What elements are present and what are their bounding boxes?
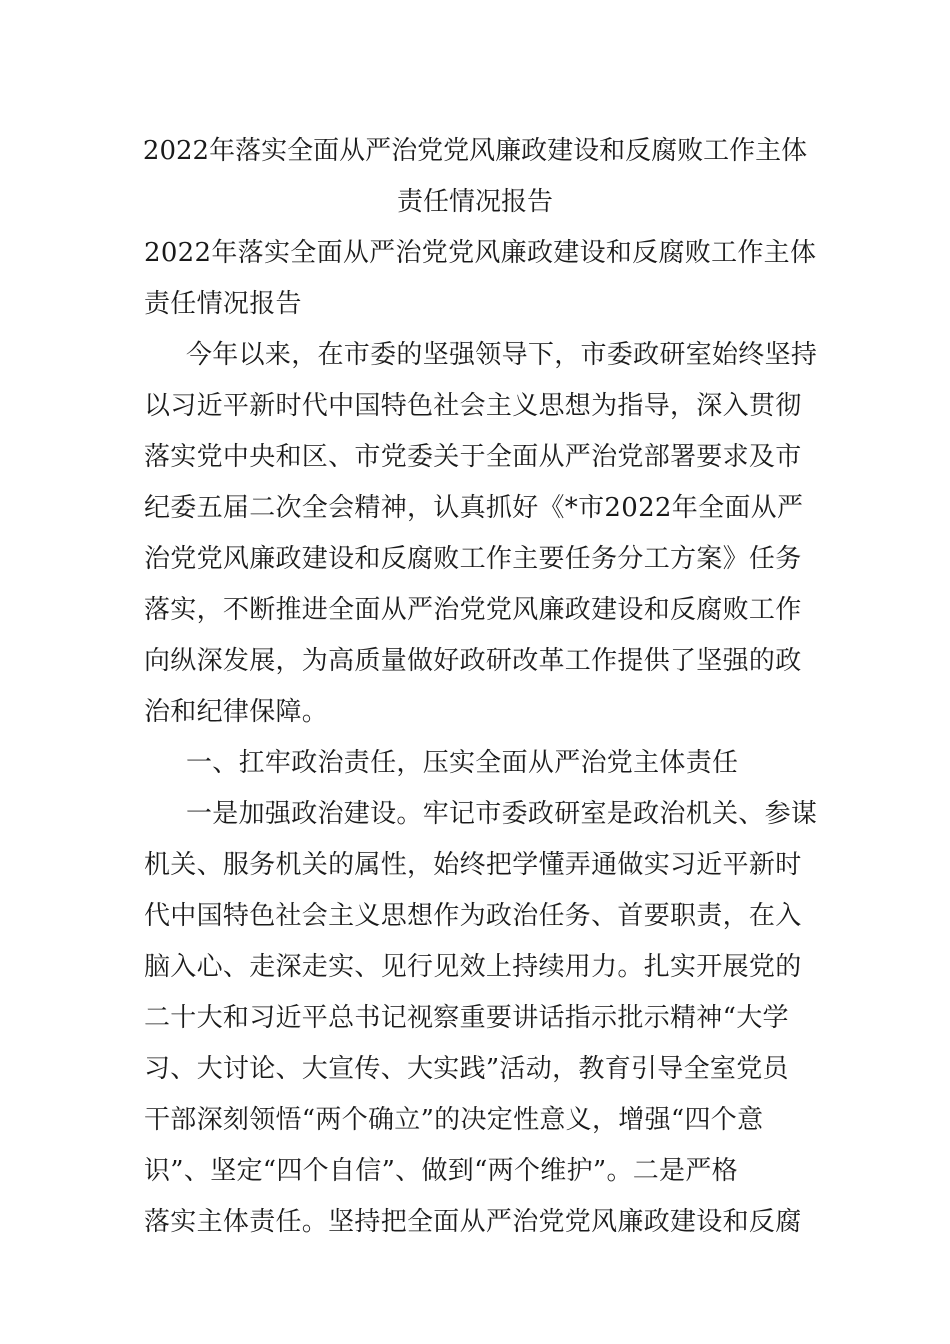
section-paragraph-line-4: 脑入心、走深走实、见行见效上持续用力。扎实开展党的 <box>144 952 802 982</box>
section-paragraph-line-5: 二十大和习近平总书记视察重要讲话指示批示精神“大学 <box>144 1003 789 1033</box>
section-paragraph-line-8: 识”、坚定“四个自信”、做到“两个维护”。二是严格 <box>144 1156 738 1186</box>
intro-paragraph-line-3: 落实党中央和区、市党委关于全面从严治党部署要求及市 <box>144 442 802 472</box>
section-paragraph-line-2: 机关、服务机关的属性，始终把学懂弄通做实习近平新时 <box>144 850 802 880</box>
section-paragraph-line-3: 代中国特色社会主义思想作为政治任务、首要职责，在入 <box>144 901 802 931</box>
document-title-line-1: 2022年落实全面从严治党党风廉政建设和反腐败工作主体 <box>142 136 808 166</box>
section-paragraph-line-9: 落实主体责任。坚持把全面从严治党党风廉政建设和反腐 <box>144 1207 802 1237</box>
intro-paragraph-line-8: 治和纪律保障。 <box>144 697 329 727</box>
section-paragraph-line-1: 一是加强政治建设。牢记市委政研室是政治机关、参谋 <box>186 799 818 829</box>
repeated-title-line-2: 责任情况报告 <box>144 289 302 319</box>
intro-paragraph-line-5: 治党党风廉政建设和反腐败工作主要任务分工方案》任务 <box>144 544 802 574</box>
document-title-line-2: 责任情况报告 <box>396 187 553 217</box>
intro-paragraph-line-4: 纪委五届二次全会精神，认真抓好《*市2022年全面从严 <box>144 493 804 523</box>
intro-paragraph-line-1: 今年以来，在市委的坚强领导下，市委政研室始终坚持 <box>186 340 818 370</box>
section-paragraph-line-7: 干部深刻领悟“两个确立”的决定性意义，增强“四个意 <box>144 1105 764 1135</box>
repeated-title-line-1: 2022年落实全面从严治党党风廉政建设和反腐败工作主体 <box>144 238 817 268</box>
intro-paragraph-line-6: 落实，不断推进全面从严治党党风廉政建设和反腐败工作 <box>144 595 802 625</box>
intro-paragraph-line-7: 向纵深发展，为高质量做好政研改革工作提供了坚强的政 <box>144 646 802 676</box>
section-paragraph-line-6: 习、大讨论、大宣传、大实践”活动，教育引导全室党员 <box>144 1054 789 1084</box>
section-heading: 一、扛牢政治责任，压实全面从严治党主体责任 <box>186 748 739 778</box>
intro-paragraph-line-2: 以习近平新时代中国特色社会主义思想为指导，深入贯彻 <box>144 391 802 421</box>
